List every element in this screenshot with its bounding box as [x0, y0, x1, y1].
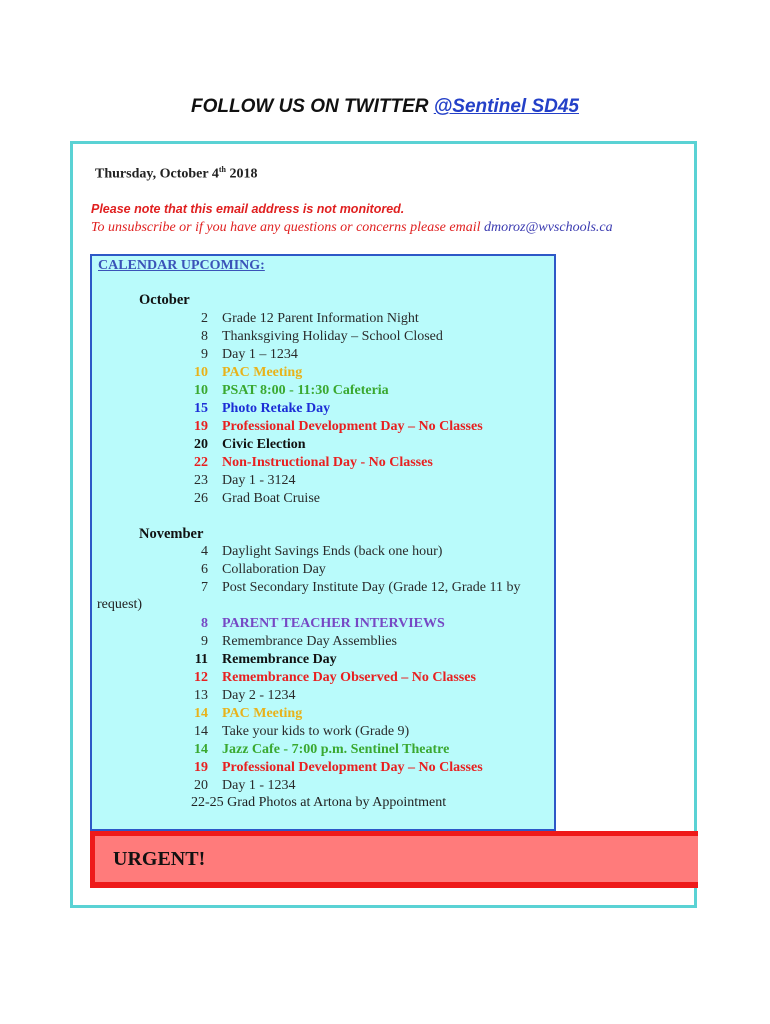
event-text: Civic Election	[222, 437, 306, 452]
event-text: PAC Meeting	[222, 706, 303, 721]
event-day: 19	[194, 760, 208, 775]
event-day: 2	[201, 311, 208, 326]
event-text: Grade 12 Parent Information Night	[222, 311, 419, 326]
event-wrap-text: request)	[97, 597, 143, 612]
event-day: 7	[201, 580, 208, 595]
event-text: Professional Development Day – No Classes	[222, 419, 483, 434]
event-day: 8	[201, 329, 208, 344]
event-text: PSAT 8:00 - 11:30 Cafeteria	[222, 383, 389, 398]
date-text: Thursday, October 4	[95, 166, 219, 182]
event-text: Daylight Savings Ends (back one hour)	[222, 544, 443, 559]
urgent-label: URGENT!	[113, 848, 206, 870]
event-text: Day 1 - 3124	[222, 473, 296, 488]
calendar-title: CALENDAR UPCOMING:	[98, 258, 265, 273]
month-november: November	[139, 526, 204, 542]
event-day: 9	[201, 634, 208, 649]
event-day: 9	[201, 347, 208, 362]
event-text: Day 1 - 1234	[222, 778, 296, 793]
date-year: 2018	[225, 166, 258, 182]
event-text: Take your kids to work (Grade 9)	[222, 724, 410, 739]
event-text: Grad Boat Cruise	[222, 491, 320, 506]
event-day: 14	[194, 706, 208, 721]
event-text: Thanksgiving Holiday – School Closed	[222, 329, 443, 344]
event-text: Professional Development Day – No Classes	[222, 760, 483, 775]
event-day: 20	[194, 437, 208, 452]
event-day: 10	[194, 383, 208, 398]
event-day: 14	[194, 742, 208, 757]
event-day: 14	[194, 724, 208, 739]
event-text: Jazz Cafe - 7:00 p.m. Sentinel Theatre	[222, 742, 450, 757]
twitter-handle-link[interactable]: @Sentinel SD45	[433, 96, 579, 117]
event-text: Non-Instructional Day - No Classes	[222, 455, 433, 470]
event-text: PARENT TEACHER INTERVIEWS	[222, 616, 445, 631]
unmonitored-note: Please note that this email address is not monitored.	[91, 202, 405, 216]
event-text: Remembrance Day Assemblies	[222, 634, 397, 649]
event-day: 13	[194, 688, 208, 703]
event-day: 23	[194, 473, 208, 488]
newsletter-date	[95, 165, 257, 183]
event-day: 20	[194, 778, 208, 793]
event-day: 4	[201, 544, 208, 559]
contact-email-link[interactable]: dmoroz@wvschools.ca	[484, 220, 613, 235]
event-day: 10	[194, 365, 208, 380]
event-day: 6	[201, 562, 208, 577]
event-text: Post Secondary Institute Day (Grade 12, Grade 11 by	[222, 580, 521, 595]
event-day: 15	[194, 401, 208, 416]
event-day: 8	[201, 616, 208, 631]
event-text: Photo Retake Day	[222, 401, 331, 416]
event-text: Day 2 - 1234	[222, 688, 296, 703]
event-text: Collaboration Day	[222, 562, 326, 577]
twitter-prefix: FOLLOW US ON TWITTER	[191, 96, 434, 117]
event-day: 12	[194, 670, 208, 685]
event-day: 11	[194, 652, 208, 667]
event-text: Remembrance Day Observed – No Classes	[222, 670, 476, 685]
date-ordinal: th	[218, 165, 226, 174]
month-october: October	[139, 292, 190, 308]
unsubscribe-text: To unsubscribe or if you have any questions or concerns please email	[91, 220, 484, 235]
event-text: Remembrance Day	[222, 652, 337, 667]
event-text: Day 1 – 1234	[222, 347, 298, 362]
twitter-heading	[0, 96, 770, 118]
event-day: 26	[194, 491, 208, 506]
event-text: PAC Meeting	[222, 365, 303, 380]
unsubscribe-line	[91, 220, 613, 236]
event-day: 22	[194, 455, 208, 470]
event-day: 19	[194, 419, 208, 434]
grad-photos-event: 22-25 Grad Photos at Artona by Appointment	[191, 795, 447, 810]
